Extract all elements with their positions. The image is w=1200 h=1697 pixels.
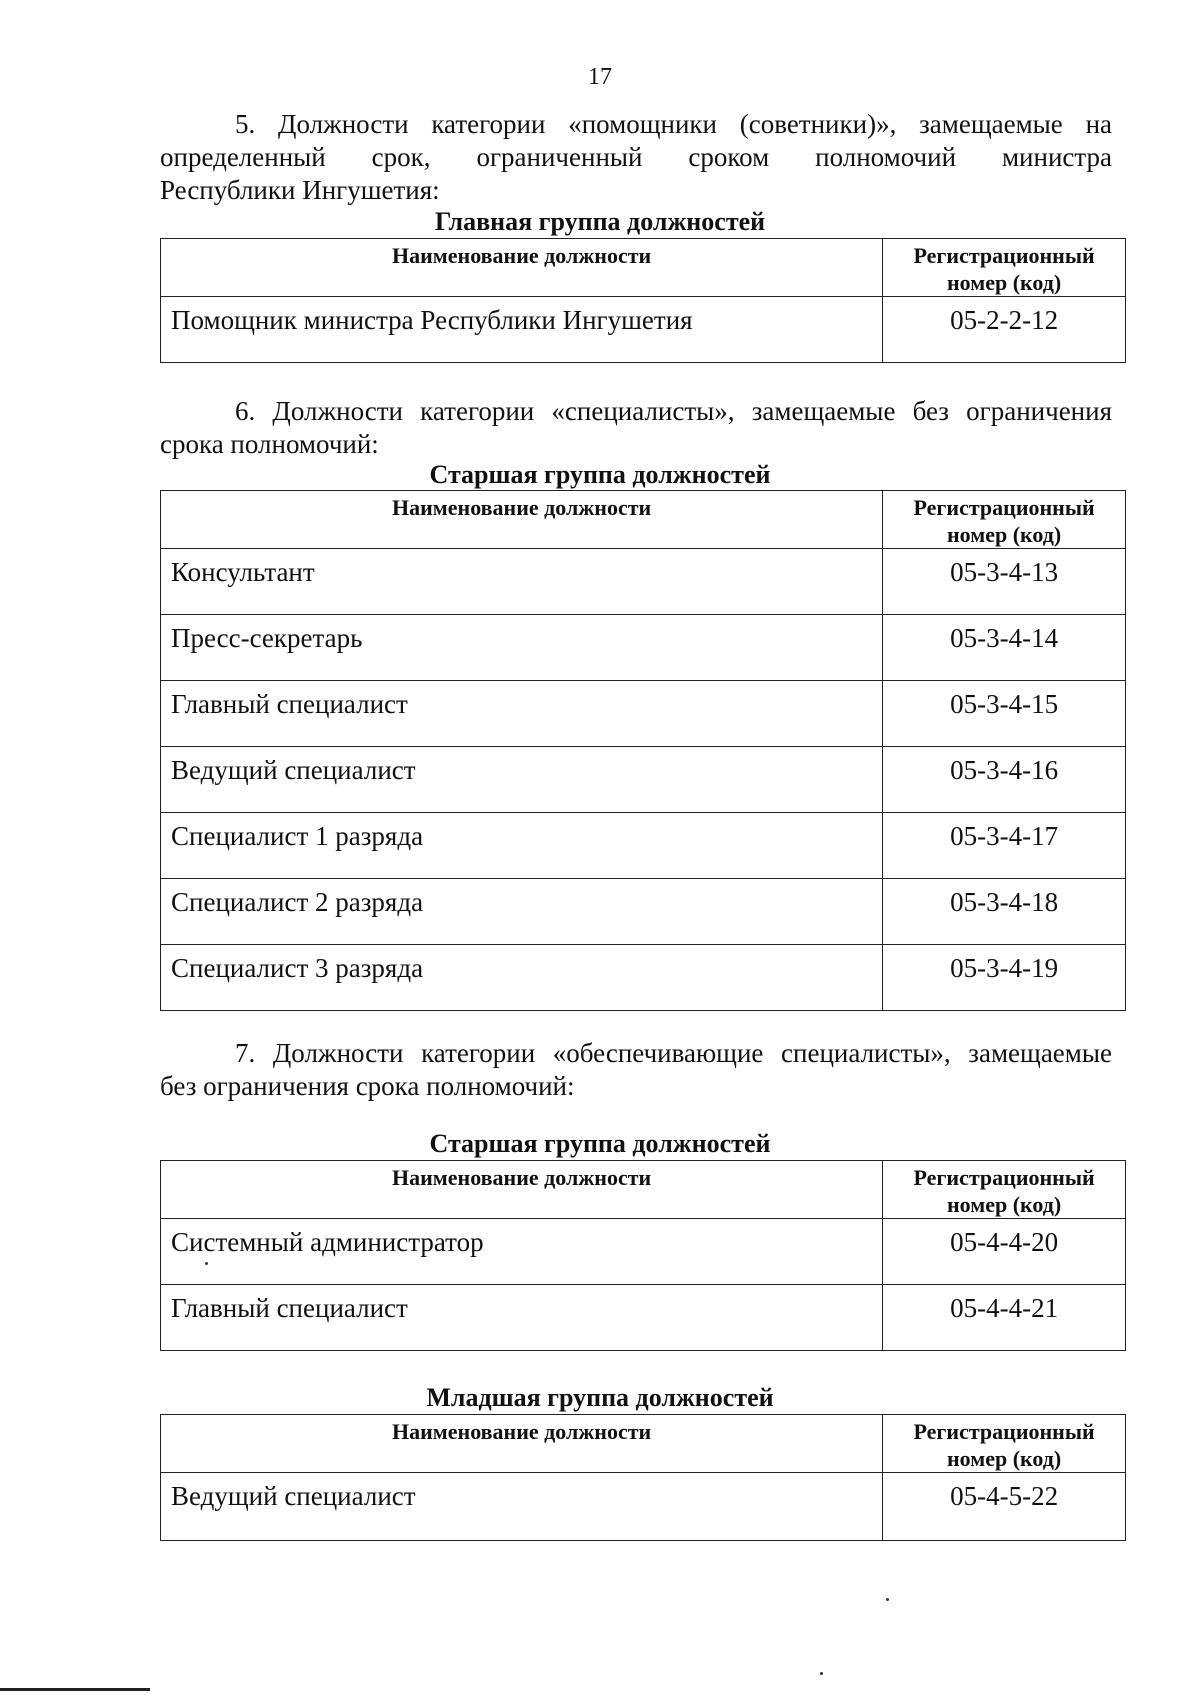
position-code: 05-3-4-18 xyxy=(883,879,1126,945)
position-name: Системный администратор xyxy=(161,1219,883,1285)
header-registration-code xyxy=(883,491,1126,549)
header-code-line: Регистрационный xyxy=(913,243,1095,268)
position-name: Помощник министра Республики Ингушетия xyxy=(161,297,883,363)
table-row xyxy=(161,945,1126,1011)
position-code: 05-3-4-17 xyxy=(883,813,1126,879)
scan-edge-line xyxy=(0,1688,150,1691)
header-code-line: номер (код) xyxy=(946,522,1062,547)
paragraph-line: 7. Должности категории «обеспечивающие специалисты», замещаемые xyxy=(235,1038,1112,1068)
group-title-main: Главная группа должностей xyxy=(434,207,766,236)
position-code: 05-3-4-16 xyxy=(883,747,1126,813)
position-code: 05-2-2-12 xyxy=(883,297,1126,363)
header-position-name: Наименование должности xyxy=(161,1161,883,1219)
table-row xyxy=(161,681,1126,747)
header-position-name: Наименование должности xyxy=(161,239,883,297)
position-code: 05-3-4-15 xyxy=(883,681,1126,747)
table-header-row xyxy=(161,491,1126,549)
position-code: 05-4-4-21 xyxy=(883,1285,1126,1351)
header-code-line: номер (код) xyxy=(946,270,1062,295)
paragraph-line: 5. Должности категории «помощники (советники)», замещаемые на xyxy=(235,109,1112,139)
group-title-junior-support: Младшая группа должностей xyxy=(426,1383,774,1412)
position-code: 05-4-5-22 xyxy=(883,1473,1126,1541)
paragraph-line: определенный срок, ограниченный сроком полномочий министра xyxy=(160,142,1112,172)
group-title-senior: Старшая группа должностей xyxy=(429,460,771,489)
position-name: Главный специалист xyxy=(161,1285,883,1351)
scan-speck xyxy=(820,1672,823,1675)
paragraph-line: без ограничения срока полномочий: xyxy=(160,1071,575,1101)
table-row xyxy=(161,1473,1126,1541)
table-row xyxy=(161,615,1126,681)
position-code: 05-3-4-13 xyxy=(883,549,1126,615)
position-name: Ведущий специалист xyxy=(161,1473,883,1541)
position-name: Специалист 2 разряда xyxy=(161,879,883,945)
header-position-name: Наименование должности xyxy=(161,1415,883,1473)
scan-speck xyxy=(886,1598,889,1601)
section-5-paragraph xyxy=(160,108,1112,207)
table-row xyxy=(161,747,1126,813)
header-code-line: номер (код) xyxy=(946,1192,1062,1217)
header-code-line: номер (код) xyxy=(946,1446,1062,1471)
header-position-name: Наименование должности xyxy=(161,491,883,549)
table-header-row xyxy=(161,1161,1126,1219)
position-name: Главный специалист xyxy=(161,681,883,747)
table-row xyxy=(161,297,1126,363)
group-title-senior-support: Старшая группа должностей xyxy=(429,1129,771,1158)
position-name: Пресс-секретарь xyxy=(161,615,883,681)
header-code-line: Регистрационный xyxy=(913,1419,1095,1444)
table-header-row xyxy=(161,1415,1126,1473)
section-7-paragraph xyxy=(160,1037,1112,1103)
position-name: Консультант xyxy=(161,549,883,615)
paragraph-line: срока полномочий: xyxy=(160,429,379,459)
positions-table-junior-support xyxy=(160,1414,1126,1541)
table-row xyxy=(161,549,1126,615)
table-row xyxy=(161,879,1126,945)
table-row xyxy=(161,1285,1126,1351)
paragraph-line: Республики Ингушетия: xyxy=(160,175,440,205)
paragraph-line: 6. Должности категории «специалисты», замещаемые без ограничения xyxy=(235,396,1112,426)
position-name: Специалист 1 разряда xyxy=(161,813,883,879)
position-code: 05-3-4-14 xyxy=(883,615,1126,681)
position-name: Специалист 3 разряда xyxy=(161,945,883,1011)
scan-speck xyxy=(205,1262,208,1265)
position-code: 05-4-4-20 xyxy=(883,1219,1126,1285)
table-row xyxy=(161,1219,1126,1285)
table-header-row xyxy=(161,239,1126,297)
positions-table-senior xyxy=(160,490,1126,1011)
header-code-line: Регистрационный xyxy=(913,1165,1095,1190)
positions-table-senior-support xyxy=(160,1160,1126,1351)
header-registration-code xyxy=(883,1415,1126,1473)
position-code: 05-3-4-19 xyxy=(883,945,1126,1011)
position-name: Ведущий специалист xyxy=(161,747,883,813)
header-registration-code xyxy=(883,1161,1126,1219)
page-number: 17 xyxy=(588,64,612,90)
positions-table-main xyxy=(160,238,1126,363)
header-registration-code xyxy=(883,239,1126,297)
header-code-line: Регистрационный xyxy=(913,495,1095,520)
section-6-paragraph xyxy=(160,395,1112,461)
table-row xyxy=(161,813,1126,879)
